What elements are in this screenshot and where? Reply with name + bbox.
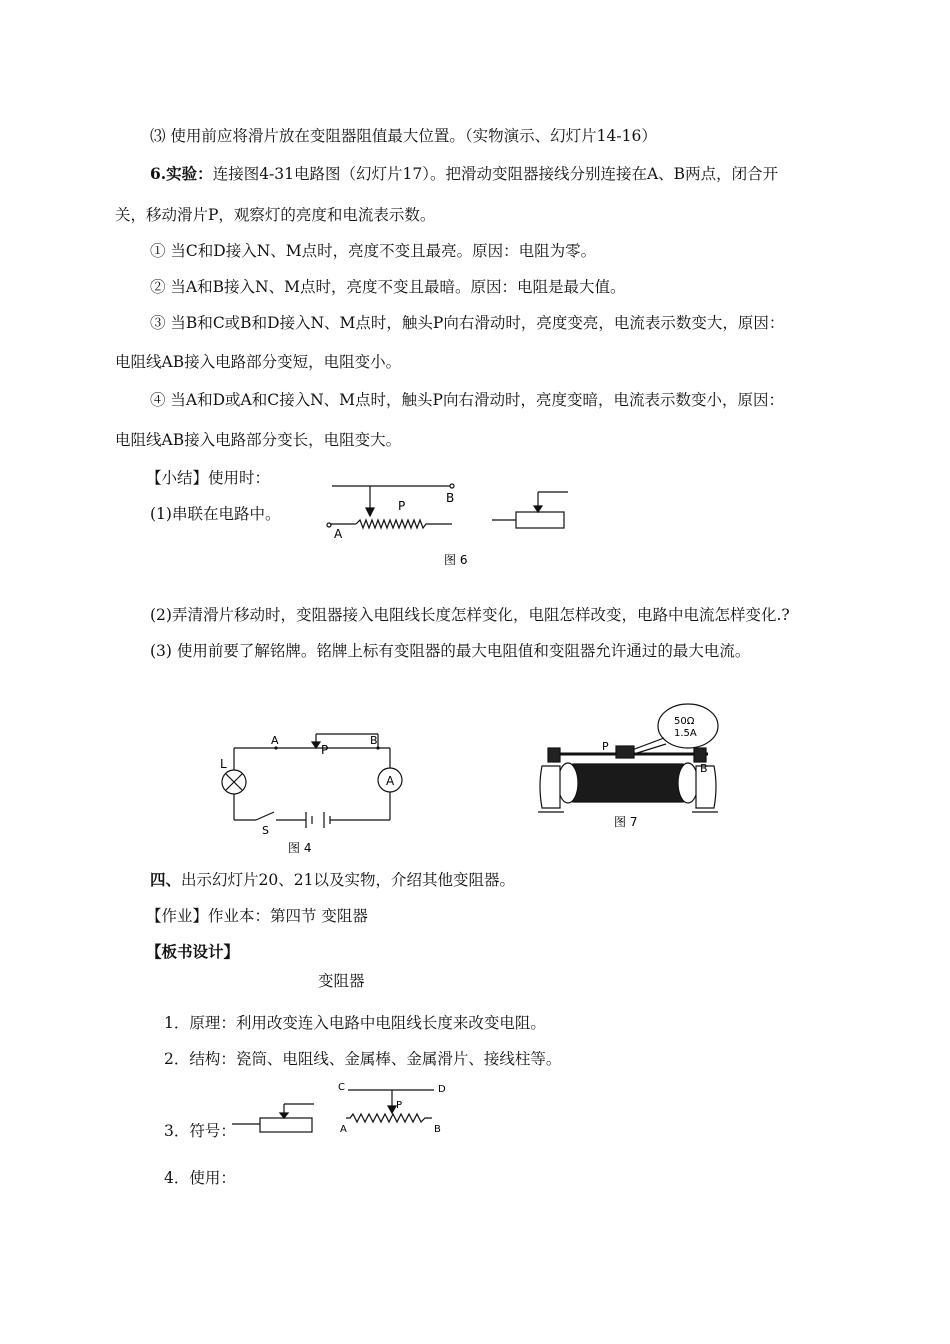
case-2: ② 当A和B接入N、M点时，亮度不变且最暗。原因：电阻是最大值。 xyxy=(150,278,626,296)
figure-6 xyxy=(320,478,580,578)
board-item-1: 1．原理：利用改变连入电路中电阻线长度来改变电阻。 xyxy=(164,1014,546,1032)
symbol-label-c: C xyxy=(338,1082,345,1093)
summary-label: 【小结】使用时： xyxy=(146,469,271,487)
fig7-plate-2: 1.5A xyxy=(674,728,697,739)
fig6-label-p: P xyxy=(398,499,406,513)
summary-1: (1)串联在电路中。 xyxy=(150,505,281,523)
experiment-text: 连接图4-31电路图（幻灯片17）。把滑动变阻器接线分别连接在A、B两点，闭合开 xyxy=(212,165,779,183)
case-3-cont: 电阻线AB接入电路部分变短，电阻变小。 xyxy=(115,353,402,371)
fig6-label-a: A xyxy=(334,527,343,541)
fig6-caption: 图 6 xyxy=(444,553,468,567)
case-4: ④ 当A和D或A和C接入N、M点时，触头P向右滑动时，亮度变暗，电流表示数变小，原因： xyxy=(150,391,784,409)
summary-2: (2)弄清滑片移动时，变阻器接入电阻线长度怎样变化，电阻怎样改变，电路中电流怎样变化.? xyxy=(150,606,790,624)
fig7-label-p: P xyxy=(602,740,609,753)
section-4-label: 四、 xyxy=(150,870,182,889)
para-experiment-cont: 关，移动滑片P，观察灯的亮度和电流表示数。 xyxy=(115,206,436,224)
board-design-label: 【板书设计】 xyxy=(146,942,240,961)
summary-3: (3) 使用前要了解铭牌。铭牌上标有变阻器的最大电阻值和变阻器允许通过的最大电流。 xyxy=(150,642,751,660)
board-item-2: 2．结构：瓷筒、电阻线、金属棒、金属滑片、接线柱等。 xyxy=(164,1050,562,1068)
figure-7 xyxy=(528,694,728,834)
fig7-caption: 图 7 xyxy=(614,815,638,829)
experiment-label: 6.实验： xyxy=(150,164,213,183)
fig4-label-b: B xyxy=(370,734,378,747)
symbol-label-a: A xyxy=(340,1124,347,1135)
section-4 xyxy=(150,870,515,890)
fig7-plate-1: 50Ω xyxy=(674,716,695,727)
fig4-label-s: S xyxy=(262,824,269,837)
symbol-label-b: B xyxy=(434,1124,441,1135)
board-item-4: 4．使用： xyxy=(164,1169,236,1187)
rheostat-diagram xyxy=(336,1080,456,1140)
para-experiment xyxy=(150,164,778,184)
fig4-meter: A xyxy=(386,774,395,788)
fig4-label-a: A xyxy=(271,734,279,747)
para-slider-max: ⑶ 使用前应将滑片放在变阻器阻值最大位置。（实物演示、幻灯片14-16） xyxy=(150,127,657,145)
rheostat-symbol xyxy=(232,1098,322,1138)
case-1: ① 当C和D接入N、M点时，亮度不变且最亮。原因：电阻为零。 xyxy=(150,242,597,260)
section-4-text: 出示幻灯片20、21以及实物，介绍其他变阻器。 xyxy=(181,871,515,889)
symbol-label-p: P xyxy=(396,1100,403,1111)
homework: 【作业】作业本：第四节 变阻器 xyxy=(146,907,368,925)
board-title: 变阻器 xyxy=(318,972,365,990)
fig4-label-p: P xyxy=(321,743,329,757)
fig7-label-b: B xyxy=(700,762,708,775)
case-3: ③ 当B和C或B和D接入N、M点时，触头P向右滑动时，亮度变亮，电流表示数变大，原因： xyxy=(150,314,785,332)
symbol-label-d: D xyxy=(438,1084,446,1095)
fig6-label-b: B xyxy=(446,491,455,505)
figure-4 xyxy=(210,726,410,856)
case-4-cont: 电阻线AB接入电路部分变长，电阻变大。 xyxy=(115,431,402,449)
board-item-3: 3．符号： xyxy=(164,1122,236,1140)
fig4-label-l: L xyxy=(220,757,227,771)
fig4-caption: 图 4 xyxy=(288,841,312,855)
